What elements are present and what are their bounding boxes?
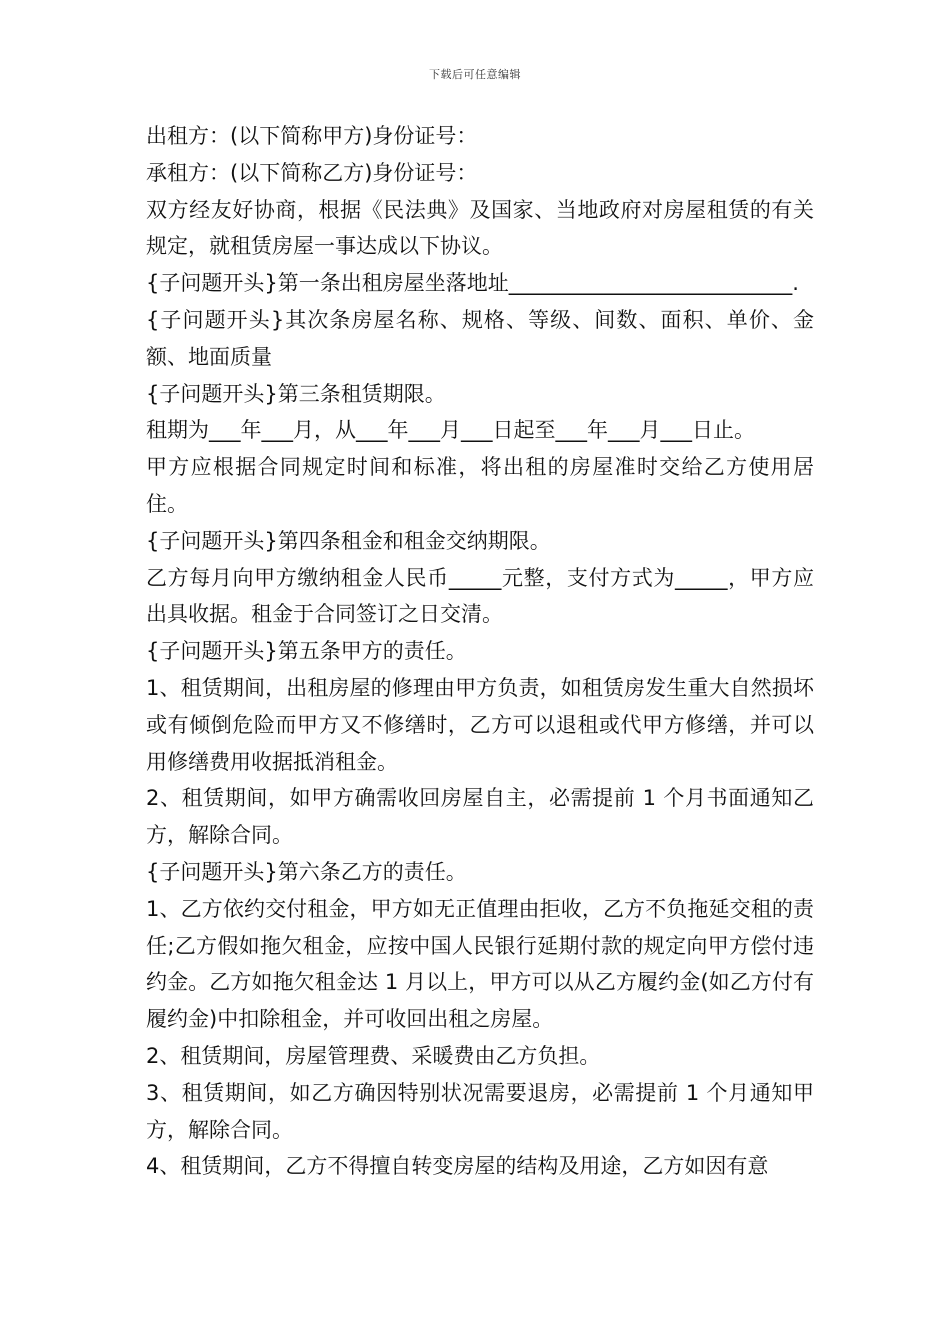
lessee-duty-3: 3、租赁期间，如乙方确因特别状况需要退房，必需提前 1 个月通知甲方，解除合同。	[146, 1080, 814, 1142]
lessee-duty-1: 1、乙方依约交付租金，甲方如无正值理由拒收，乙方不负拖延交租的责任;乙方假如拖欠租金，应按中国人民银行延期付款的规定向甲方偿付违约金。乙方如拖欠租金达 1 月以上，甲方可以从乙方履约金(如乙方付有履约金)中扣除租金，并可收回出租之房屋。	[146, 896, 814, 1032]
lease-term-line: 租期为___年___月，从___年___月___日起至___年___月___日止。	[146, 418, 755, 443]
article-6-heading: {子问题开头}第六条乙方的责任。	[146, 859, 467, 884]
document-body	[146, 118, 814, 1185]
article-5-heading: {子问题开头}第五条甲方的责任。	[146, 639, 467, 664]
page-header-note: 下载后可任意编辑	[429, 68, 521, 81]
lessor-duty-2: 2、租赁期间，如甲方确需收回房屋自主，必需提前 1 个月书面通知乙方，解除合同。	[146, 786, 814, 848]
article-1-heading: {子问题开头}第一条出租房屋坐落地址___________________________.	[146, 271, 799, 296]
article-2-heading: {子问题开头}其次条房屋名称、规格、等级、间数、面积、单价、金额、地面质量	[146, 307, 814, 369]
lessor-line: 出租方：(以下简称甲方)身份证号：	[146, 124, 478, 148]
article-4-heading: {子问题开头}第四条租金和租金交纳期限。	[146, 528, 551, 553]
lessee-duty-4: 4、租赁期间，乙方不得擅自转变房屋的结构及用途，乙方如因有意	[146, 1154, 769, 1179]
article-3-heading: {子问题开头}第三条租赁期限。	[146, 381, 446, 406]
lessor-duty-1: 1、租赁期间，出租房屋的修理由甲方负责，如租赁房发生重大自然损坏或有倾倒危险而甲方又不修缮时，乙方可以退租或代甲方修缮，并可以用修缮费用收据抵消租金。	[146, 675, 814, 774]
lessee-line: 承租方：(以下简称乙方)身份证号：	[146, 160, 478, 185]
delivery-paragraph: 甲方应根据合同规定时间和标准，将出租的房屋准时交给乙方使用居住。	[146, 455, 814, 516]
lessee-duty-2: 2、租赁期间，房屋管理费、采暖费由乙方负担。	[146, 1043, 601, 1068]
preamble-paragraph: 双方经友好协商，根据《民法典》及国家、当地政府对房屋租赁的有关规定，就租赁房屋一事达成以下协议。	[146, 197, 814, 259]
rent-payment-paragraph: 乙方每月向甲方缴纳租金人民币_____元整，支付方式为_____，甲方应出具收据。租金于合同签订之日交清。	[146, 565, 814, 627]
